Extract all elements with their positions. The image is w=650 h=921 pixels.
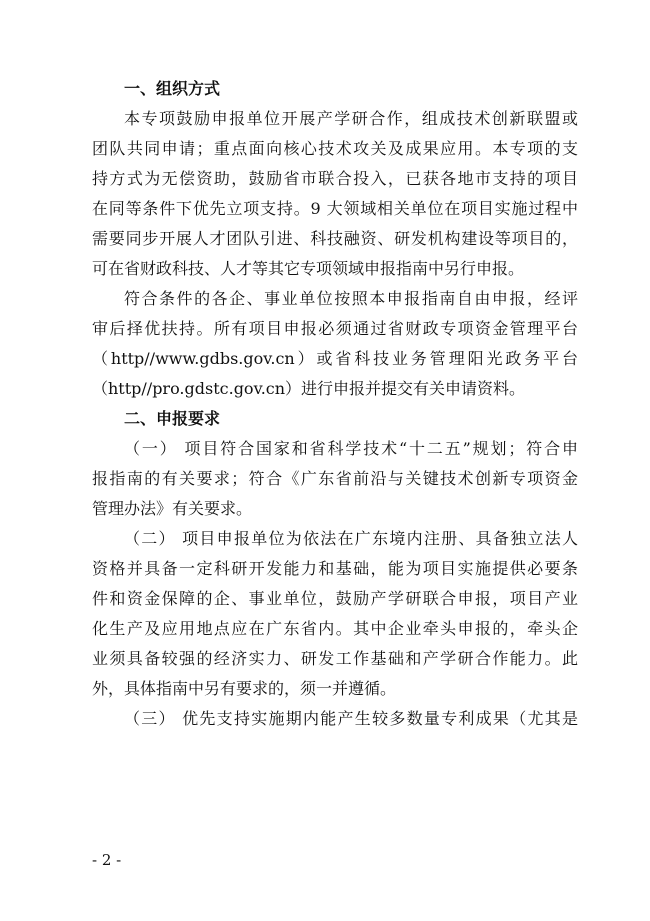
text-line-url-gdstc: （http//pro.gdstc.gov.cn）进行申报并提交有关申请资料。 (92, 379, 526, 398)
section-heading-requirements: 二、申报要求 (124, 409, 221, 428)
text-line-url-gdbs: （http//www.gdbs.gov.cn）或省科技业务管理阳光政务平台 (92, 349, 578, 368)
requirement-item-2 (92, 524, 578, 704)
requirement-item-3 (92, 704, 578, 734)
text-line: 件和资金保障的企、事业单位，鼓励产学研联合申报，项目产业 (92, 589, 578, 608)
document-body (92, 74, 578, 734)
requirement-item-1 (92, 434, 578, 524)
text-line: 需要同步开展人才团队引进、科技融资、研发机构建设等项目的， (92, 229, 578, 248)
paragraph-application-platform (92, 284, 578, 404)
text-line: 在同等条件下优先立项支持。9 大领域相关单位在项目实施过程中 (92, 199, 578, 218)
text-line: （三） 优先支持实施期内能产生较多数量专利成果（尤其是 (124, 709, 578, 728)
text-line: 报指南的有关要求；符合《广东省前沿与关键技术创新专项资金 (92, 469, 578, 488)
text-line: 管理办法》有关要求。 (92, 499, 253, 518)
text-line: （一） 项目符合国家和省科学技术“十二五”规划；符合申 (124, 439, 578, 458)
text-line: 符合条件的各企、事业单位按照本申报指南自由申报，经评 (124, 289, 578, 308)
text-line: 本专项鼓励申报单位开展产学研合作，组成技术创新联盟或 (124, 109, 578, 128)
section-heading-organization: 一、组织方式 (124, 79, 221, 98)
text-line: 外，具体指南中另有要求的，须一并遵循。 (92, 679, 397, 698)
page-number: - 2 - (92, 851, 122, 869)
text-line: 持方式为无偿资助，鼓励省市联合投入，已获各地市支持的项目 (92, 169, 578, 188)
text-line: 可在省财政科技、人才等其它专项领域申报指南中另行申报。 (92, 259, 525, 278)
paragraph-organization-support (92, 104, 578, 284)
text-line: （二） 项目申报单位为依法在广东境内注册、具备独立法人 (124, 529, 578, 548)
text-line: 资格并具备一定科研开发能力和基础，能为项目实施提供必要条 (92, 559, 578, 578)
text-line: 团队共同申请；重点面向核心技术攻关及成果应用。本专项的支 (92, 139, 578, 158)
text-line: 化生产及应用地点应在广东省内。其中企业牵头申报的，牵头企 (92, 619, 578, 638)
text-line: 审后择优扶持。所有项目申报必须通过省财政专项资金管理平台 (92, 319, 578, 338)
text-line: 业须具备较强的经济实力、研发工作基础和产学研合作能力。此 (92, 649, 578, 668)
